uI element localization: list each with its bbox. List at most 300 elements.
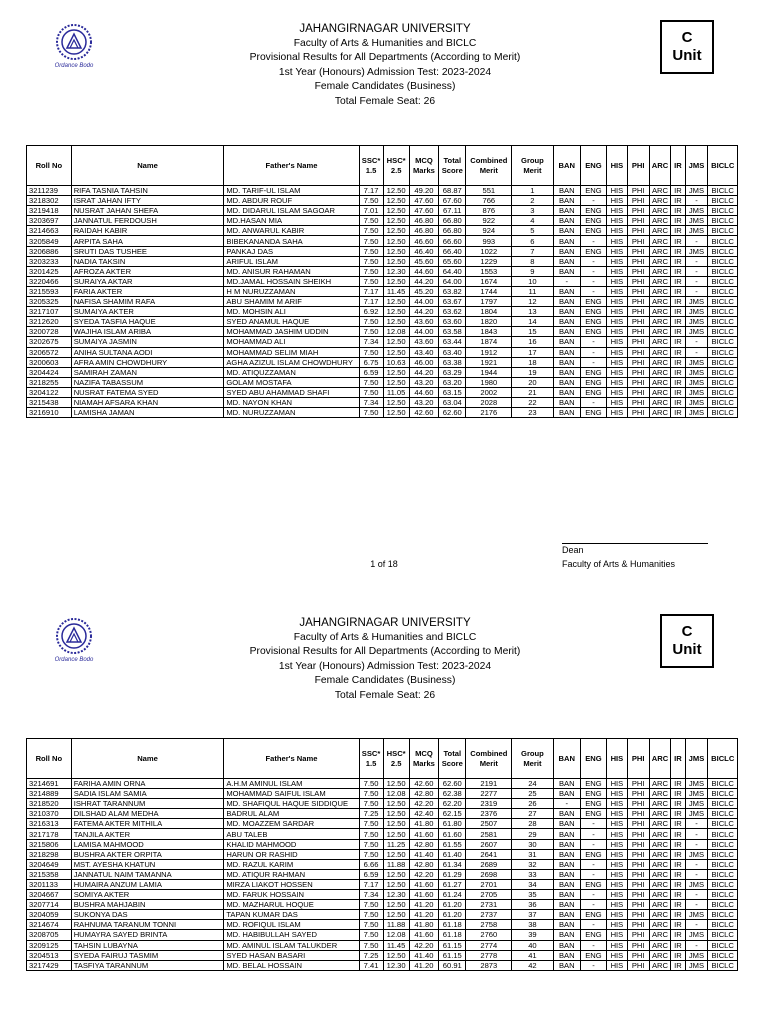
eng-cell: - <box>580 839 606 849</box>
hsc-cell: 12.50 <box>383 799 409 809</box>
col-biclc: BICLC <box>708 739 738 779</box>
roll-cell: 3204424 <box>27 367 72 377</box>
group-merit-cell: 35 <box>512 890 553 900</box>
ban-cell: BAN <box>553 297 580 307</box>
table-row <box>27 266 738 276</box>
group-merit-cell: 9 <box>512 266 553 276</box>
results-title: Provisional Results for All Departments (According to Merit) <box>249 646 521 657</box>
biclc-cell: BICLC <box>708 930 738 940</box>
ban-cell: BAN <box>553 869 580 879</box>
mcq-cell: 43.20 <box>409 377 438 387</box>
jms-cell: JMS <box>685 950 708 960</box>
phi-cell: PHI <box>627 216 649 226</box>
ban-cell: BAN <box>553 839 580 849</box>
his-cell: HIS <box>607 869 628 879</box>
candidate-group: Female Candidates (Business) <box>314 81 456 92</box>
father-name-cell: HARUN OR RASHID <box>224 849 359 859</box>
name-cell: RIFA TASNIA TAHSIN <box>71 186 224 196</box>
total-cell: 61.24 <box>439 890 466 900</box>
ir-cell: IR <box>671 226 685 236</box>
eng-cell: - <box>580 960 606 970</box>
eng-cell: ENG <box>580 216 606 226</box>
father-name-cell: MOHAMMAD SAIFUL ISLAM <box>224 789 359 799</box>
phi-cell: PHI <box>627 849 649 859</box>
father-name-cell: MD. ATIQUR RAHMAN <box>224 869 359 879</box>
ir-cell: IR <box>671 960 685 970</box>
ir-cell: IR <box>671 849 685 859</box>
phi-cell: PHI <box>627 890 649 900</box>
ssc-cell: 7.50 <box>359 779 383 789</box>
jms-cell: - <box>685 859 708 869</box>
biclc-cell: BICLC <box>708 377 738 387</box>
father-name-cell: MD. SHAFIQUL HAQUE SIDDIQUE <box>224 799 359 809</box>
eng-cell: - <box>580 236 606 246</box>
biclc-cell: BICLC <box>708 890 738 900</box>
his-cell: HIS <box>607 408 628 418</box>
ssc-cell: 7.17 <box>359 286 383 296</box>
father-name-cell: SYED ANAMUL HAQUE <box>224 317 359 327</box>
name-cell: NADIA TAKSIN <box>71 256 224 266</box>
biclc-cell: BICLC <box>708 839 738 849</box>
eng-cell: - <box>580 337 606 347</box>
document-header <box>160 616 610 703</box>
mcq-cell: 41.60 <box>409 879 438 889</box>
his-cell: HIS <box>607 960 628 970</box>
combined-merit-cell: 1874 <box>466 337 512 347</box>
hsc-cell: 12.50 <box>383 246 409 256</box>
jms-cell: JMS <box>685 377 708 387</box>
arc-cell: ARC <box>649 819 671 829</box>
table-row <box>27 337 738 347</box>
jms-cell: JMS <box>685 397 708 407</box>
ssc-cell: 7.50 <box>359 387 383 397</box>
ban-cell: BAN <box>553 186 580 196</box>
col-combined-merit: Combined Merit <box>466 146 512 186</box>
col-ir: IR <box>671 146 685 186</box>
mcq-cell: 47.60 <box>409 196 438 206</box>
table-row <box>27 779 738 789</box>
arc-cell: ARC <box>649 809 671 819</box>
group-merit-cell: 25 <box>512 789 553 799</box>
ban-cell: BAN <box>553 236 580 246</box>
roll-cell: 3204513 <box>27 950 72 960</box>
jms-cell: JMS <box>685 387 708 397</box>
arc-cell: ARC <box>649 357 671 367</box>
name-cell: ANIHA SULTANA AODI <box>71 347 224 357</box>
name-cell: NUSRAT FATEMA SYED <box>71 387 224 397</box>
his-cell: HIS <box>607 226 628 236</box>
jms-cell: JMS <box>685 297 708 307</box>
table-row <box>27 186 738 196</box>
jms-cell: - <box>685 819 708 829</box>
table-row <box>27 226 738 236</box>
arc-cell: ARC <box>649 839 671 849</box>
biclc-cell: BICLC <box>708 186 738 196</box>
ban-cell: BAN <box>553 900 580 910</box>
ssc-cell: 7.50 <box>359 317 383 327</box>
table-body <box>27 779 738 971</box>
mcq-cell: 44.60 <box>409 387 438 397</box>
father-name-cell: ARIFUL ISLAM <box>224 256 359 266</box>
combined-merit-cell: 2758 <box>466 920 512 930</box>
name-cell: WAJIHA ISLAM ARIBA <box>71 327 224 337</box>
hsc-cell: 12.50 <box>383 226 409 236</box>
total-cell: 63.58 <box>439 327 466 337</box>
roll-cell: 3214889 <box>27 789 72 799</box>
col-eng: ENG <box>580 146 606 186</box>
phi-cell: PHI <box>627 297 649 307</box>
mcq-cell: 44.00 <box>409 297 438 307</box>
dean-title: Dean <box>562 545 584 555</box>
his-cell: HIS <box>607 799 628 809</box>
phi-cell: PHI <box>627 859 649 869</box>
col-group-merit: Group Merit <box>512 739 553 779</box>
eng-cell: ENG <box>580 387 606 397</box>
ir-cell: IR <box>671 357 685 367</box>
total-seats: Total Female Seat: 26 <box>334 95 436 107</box>
jms-cell: - <box>685 869 708 879</box>
phi-cell: PHI <box>627 317 649 327</box>
ir-cell: IR <box>671 196 685 206</box>
roll-cell: 3214674 <box>27 920 72 930</box>
eng-cell: ENG <box>580 779 606 789</box>
roll-cell: 3201133 <box>27 879 72 889</box>
roll-cell: 3210370 <box>27 809 72 819</box>
father-name-cell: MD. BELAL HOSSAIN <box>224 960 359 970</box>
combined-merit-cell: 2176 <box>466 408 512 418</box>
father-name-cell: A.H.M AMINUL ISLAM <box>224 779 359 789</box>
total-cell: 66.40 <box>439 246 466 256</box>
jms-cell: JMS <box>685 799 708 809</box>
mcq-cell: 46.80 <box>409 216 438 226</box>
name-cell: TASFIYA TARANNUM <box>71 960 224 970</box>
his-cell: HIS <box>607 367 628 377</box>
table-row <box>27 910 738 920</box>
university-name: JAHANGIRNAGAR UNIVERSITY <box>299 617 471 629</box>
name-cell: LAMISHA JAMAN <box>71 408 224 418</box>
hsc-cell: 12.50 <box>383 849 409 859</box>
ban-cell: BAN <box>553 307 580 317</box>
jms-cell: JMS <box>685 307 708 317</box>
total-cell: 65.60 <box>439 256 466 266</box>
biclc-cell: BICLC <box>708 387 738 397</box>
ssc-cell: 7.01 <box>359 206 383 216</box>
hsc-cell: 12.08 <box>383 327 409 337</box>
roll-cell: 3203233 <box>27 256 72 266</box>
eng-cell: - <box>580 819 606 829</box>
combined-merit-cell: 2028 <box>466 397 512 407</box>
col-roll: Roll No <box>27 146 72 186</box>
eng-cell: - <box>580 829 606 839</box>
phi-cell: PHI <box>627 779 649 789</box>
col-his: HIS <box>607 146 628 186</box>
combined-merit-cell: 2277 <box>466 789 512 799</box>
ir-cell: IR <box>671 186 685 196</box>
father-name-cell: MD. ANISUR RAHAMAN <box>224 266 359 276</box>
arc-cell: ARC <box>649 317 671 327</box>
name-cell: RAHNUMA TARANUM TONNI <box>71 920 224 930</box>
mcq-cell: 45.60 <box>409 256 438 266</box>
ssc-cell: 7.50 <box>359 789 383 799</box>
ssc-cell: 7.50 <box>359 266 383 276</box>
eng-cell: - <box>580 357 606 367</box>
arc-cell: ARC <box>649 246 671 256</box>
ir-cell: IR <box>671 940 685 950</box>
arc-cell: ARC <box>649 286 671 296</box>
ban-cell: BAN <box>553 226 580 236</box>
phi-cell: PHI <box>627 206 649 216</box>
total-cell: 63.38 <box>439 357 466 367</box>
arc-cell: ARC <box>649 950 671 960</box>
arc-cell: ARC <box>649 849 671 859</box>
hsc-cell: 12.50 <box>383 276 409 286</box>
ir-cell: IR <box>671 266 685 276</box>
table-row <box>27 869 738 879</box>
jms-cell: - <box>685 236 708 246</box>
mcq-cell: 41.40 <box>409 950 438 960</box>
col-name: Name <box>71 146 224 186</box>
hsc-cell: 12.50 <box>383 256 409 266</box>
group-merit-cell: 6 <box>512 236 553 246</box>
ban-cell: BAN <box>553 779 580 789</box>
his-cell: HIS <box>607 859 628 869</box>
eng-cell: ENG <box>580 327 606 337</box>
ban-cell: BAN <box>553 266 580 276</box>
name-cell: SURAIYA AKTAR <box>71 276 224 286</box>
roll-cell: 3201425 <box>27 266 72 276</box>
roll-cell: 3212620 <box>27 317 72 327</box>
eng-cell: ENG <box>580 849 606 859</box>
arc-cell: ARC <box>649 910 671 920</box>
col-ssc: SSC* 1.5 <box>359 146 383 186</box>
ban-cell: BAN <box>553 819 580 829</box>
jms-cell: JMS <box>685 849 708 859</box>
jms-cell: JMS <box>685 206 708 216</box>
total-cell: 66.60 <box>439 236 466 246</box>
mcq-cell: 41.20 <box>409 960 438 970</box>
ssc-cell: 7.50 <box>359 327 383 337</box>
group-merit-cell: 16 <box>512 337 553 347</box>
col-father: Father's Name <box>224 146 359 186</box>
jms-cell: JMS <box>685 367 708 377</box>
ssc-cell: 7.41 <box>359 960 383 970</box>
group-merit-cell: 4 <box>512 216 553 226</box>
his-cell: HIS <box>607 829 628 839</box>
total-cell: 61.80 <box>439 819 466 829</box>
his-cell: HIS <box>607 849 628 859</box>
name-cell: JANNATUL FERDOUSH <box>71 216 224 226</box>
ir-cell: IR <box>671 930 685 940</box>
ir-cell: IR <box>671 397 685 407</box>
phi-cell: PHI <box>627 910 649 920</box>
col-father: Father's Name <box>224 739 359 779</box>
hsc-cell: 12.50 <box>383 809 409 819</box>
combined-merit-cell: 2507 <box>466 819 512 829</box>
hsc-cell: 12.50 <box>383 307 409 317</box>
phi-cell: PHI <box>627 809 649 819</box>
ssc-cell: 7.50 <box>359 276 383 286</box>
roll-cell: 3219418 <box>27 206 72 216</box>
jms-cell: JMS <box>685 408 708 418</box>
roll-cell: 3209125 <box>27 940 72 950</box>
father-name-cell: GOLAM MOSTAFA <box>224 377 359 387</box>
total-cell: 61.18 <box>439 930 466 940</box>
his-cell: HIS <box>607 196 628 206</box>
name-cell: DILSHAD ALAM MEDHA <box>71 809 224 819</box>
mcq-cell: 41.20 <box>409 910 438 920</box>
combined-merit-cell: 2701 <box>466 879 512 889</box>
his-cell: HIS <box>607 347 628 357</box>
ban-cell: BAN <box>553 347 580 357</box>
his-cell: HIS <box>607 789 628 799</box>
table-row <box>27 387 738 397</box>
col-jms: JMS <box>685 146 708 186</box>
ssc-cell: 7.50 <box>359 940 383 950</box>
mcq-cell: 41.60 <box>409 930 438 940</box>
group-merit-cell: 34 <box>512 879 553 889</box>
hsc-cell: 12.30 <box>383 266 409 276</box>
group-merit-cell: 17 <box>512 347 553 357</box>
jms-cell: JMS <box>685 789 708 799</box>
group-merit-cell: 30 <box>512 839 553 849</box>
eng-cell: ENG <box>580 297 606 307</box>
roll-cell: 3217429 <box>27 960 72 970</box>
jms-cell: JMS <box>685 809 708 819</box>
father-name-cell: MOHAMMAD ALI <box>224 337 359 347</box>
ir-cell: IR <box>671 859 685 869</box>
combined-merit-cell: 1820 <box>466 317 512 327</box>
ssc-cell: 7.50 <box>359 246 383 256</box>
ssc-cell: 7.25 <box>359 950 383 960</box>
his-cell: HIS <box>607 377 628 387</box>
name-cell: LAMISA MAHMOOD <box>71 839 224 849</box>
his-cell: HIS <box>607 920 628 930</box>
group-merit-cell: 24 <box>512 779 553 789</box>
biclc-cell: BICLC <box>708 357 738 367</box>
university-name: JAHANGIRNAGAR UNIVERSITY <box>299 23 471 35</box>
table-row <box>27 920 738 930</box>
table-row <box>27 206 738 216</box>
father-name-cell: MD. MAZHARUL HOQUE <box>224 900 359 910</box>
eng-cell: ENG <box>580 377 606 387</box>
hsc-cell: 12.50 <box>383 950 409 960</box>
ssc-cell: 7.50 <box>359 377 383 387</box>
ban-cell: BAN <box>553 849 580 859</box>
eng-cell: ENG <box>580 809 606 819</box>
hsc-cell: 12.50 <box>383 297 409 307</box>
biclc-cell: BICLC <box>708 216 738 226</box>
group-merit-cell: 14 <box>512 317 553 327</box>
total-cell: 62.20 <box>439 799 466 809</box>
group-merit-cell: 8 <box>512 256 553 266</box>
hsc-cell: 11.88 <box>383 859 409 869</box>
name-cell: SYEDA TASFIA HAQUE <box>71 317 224 327</box>
table-row <box>27 950 738 960</box>
ssc-cell: 7.50 <box>359 930 383 940</box>
roll-cell: 3217178 <box>27 829 72 839</box>
jms-cell: - <box>685 196 708 206</box>
father-name-cell: SYED HASAN BASARI <box>224 950 359 960</box>
group-merit-cell: 37 <box>512 910 553 920</box>
ir-cell: IR <box>671 367 685 377</box>
roll-cell: 3217107 <box>27 307 72 317</box>
arc-cell: ARC <box>649 276 671 286</box>
arc-cell: ARC <box>649 307 671 317</box>
arc-cell: ARC <box>649 789 671 799</box>
phi-cell: PHI <box>627 246 649 256</box>
jms-cell: JMS <box>685 357 708 367</box>
biclc-cell: BICLC <box>708 196 738 206</box>
hsc-cell: 12.50 <box>383 829 409 839</box>
name-cell: HUMAYRA SAYED BRINTA <box>71 930 224 940</box>
name-cell: SYEDA FAIRUJ TASMIM <box>71 950 224 960</box>
ban-cell: BAN <box>553 890 580 900</box>
results-table <box>26 738 738 971</box>
ir-cell: IR <box>671 829 685 839</box>
his-cell: HIS <box>607 256 628 266</box>
jms-cell: - <box>685 900 708 910</box>
ssc-cell: 7.17 <box>359 186 383 196</box>
hsc-cell: 12.50 <box>383 910 409 920</box>
eng-cell: - <box>580 859 606 869</box>
his-cell: HIS <box>607 890 628 900</box>
his-cell: HIS <box>607 809 628 819</box>
total-cell: 62.60 <box>439 408 466 418</box>
ban-cell: BAN <box>553 859 580 869</box>
name-cell: FARIA AKTER <box>71 286 224 296</box>
his-cell: HIS <box>607 186 628 196</box>
ban-cell: BAN <box>553 206 580 216</box>
father-name-cell: MOHAMMAD SELIM MIAH <box>224 347 359 357</box>
ssc-cell: 7.50 <box>359 839 383 849</box>
combined-merit-cell: 993 <box>466 236 512 246</box>
name-cell: NUSRAT JAHAN SHEFA <box>71 206 224 216</box>
hsc-cell: 12.50 <box>383 367 409 377</box>
ir-cell: IR <box>671 297 685 307</box>
ban-cell: BAN <box>553 940 580 950</box>
roll-cell: 3205325 <box>27 297 72 307</box>
ir-cell: IR <box>671 900 685 910</box>
ban-cell: BAN <box>553 930 580 940</box>
total-cell: 63.15 <box>439 387 466 397</box>
arc-cell: ARC <box>649 186 671 196</box>
group-merit-cell: 36 <box>512 900 553 910</box>
hsc-cell: 11.45 <box>383 286 409 296</box>
ir-cell: IR <box>671 920 685 930</box>
mcq-cell: 42.80 <box>409 839 438 849</box>
table-row <box>27 286 738 296</box>
col-total: Total Score <box>439 146 466 186</box>
biclc-cell: BICLC <box>708 910 738 920</box>
ssc-cell: 7.50 <box>359 819 383 829</box>
table-row <box>27 839 738 849</box>
his-cell: HIS <box>607 286 628 296</box>
eng-cell: - <box>580 869 606 879</box>
combined-merit-cell: 1674 <box>466 276 512 286</box>
name-cell: ISRAT JAHAN IFTY <box>71 196 224 206</box>
ssc-cell: 7.50 <box>359 236 383 246</box>
ban-cell: - <box>553 799 580 809</box>
col-group-merit: Group Merit <box>512 146 553 186</box>
biclc-cell: BICLC <box>708 276 738 286</box>
combined-merit-cell: 2698 <box>466 869 512 879</box>
total-cell: 66.80 <box>439 216 466 226</box>
table-row <box>27 377 738 387</box>
father-name-cell: MD. ABDUR ROUF <box>224 196 359 206</box>
eng-cell: - <box>580 196 606 206</box>
col-hsc: HSC* 2.5 <box>383 146 409 186</box>
father-name-cell: MD. AMINUL ISLAM TALUKDER <box>224 940 359 950</box>
